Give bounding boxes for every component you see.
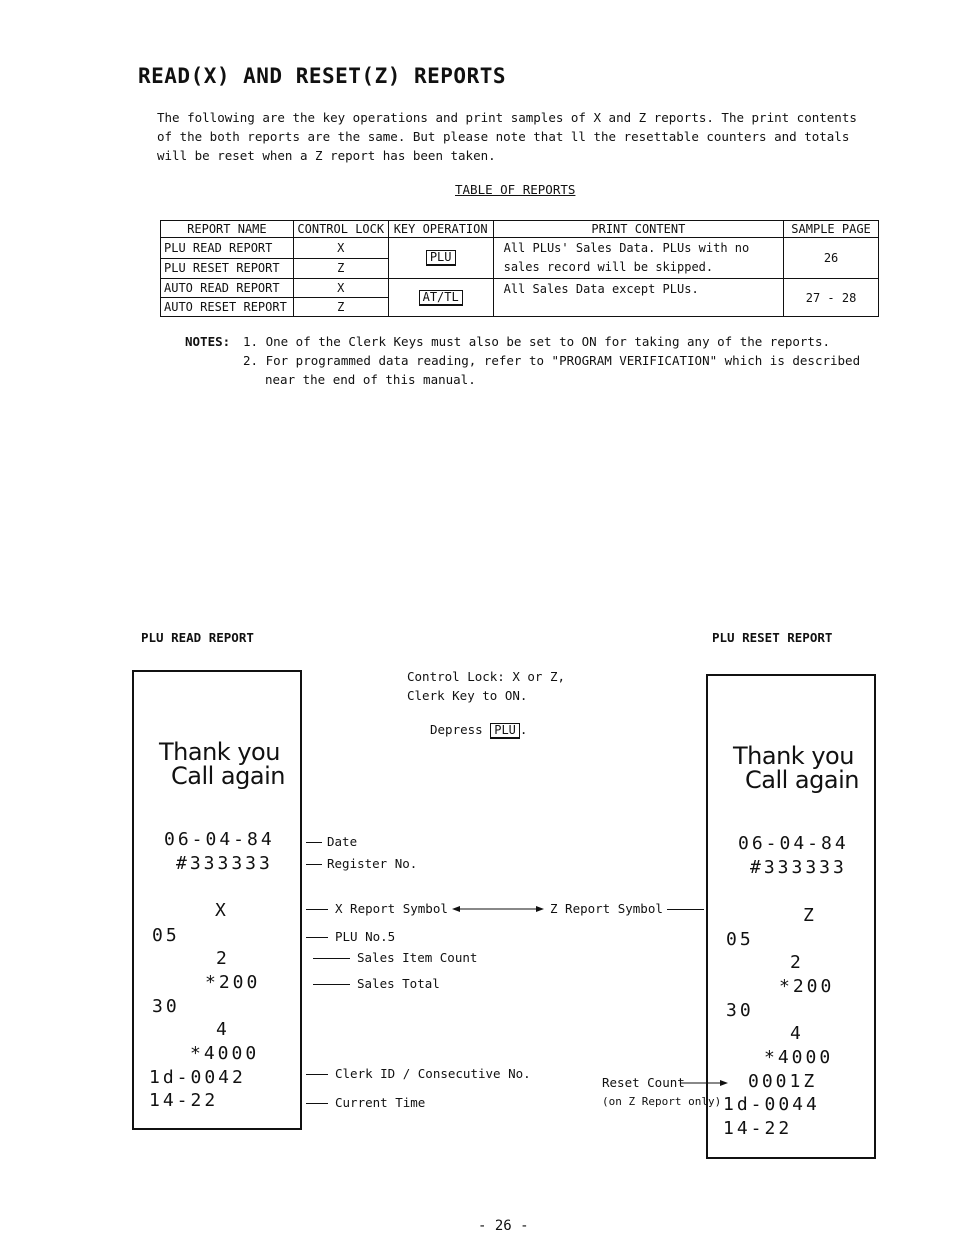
label-register: Register No. — [327, 856, 418, 871]
label-reset-count: Reset Count — [602, 1075, 685, 1090]
greeting-line: Thank you — [733, 742, 854, 770]
table-header: PRINT CONTENT — [493, 221, 783, 238]
receipt-symbol: X — [215, 900, 229, 921]
at-tl-key: AT/TL — [419, 290, 463, 306]
label-x-symbol: X Report Symbol — [335, 901, 448, 916]
control-lock: Z — [293, 298, 388, 317]
instructions — [407, 667, 565, 705]
label-date: Date — [327, 834, 358, 849]
receipt-symbol: Z — [803, 905, 817, 926]
leader-line — [306, 937, 328, 938]
plu-reset-report-title: PLU RESET REPORT — [712, 630, 833, 645]
receipt-plu: 05 — [726, 929, 754, 950]
label-time: Current Time — [335, 1095, 426, 1110]
table-header: KEY OPERATION — [388, 221, 493, 238]
sample-page: 27 - 28 — [784, 279, 879, 317]
label-clerk: Clerk ID / Consecutive No. — [335, 1066, 531, 1081]
note-item: near the end of this manual. — [265, 372, 476, 387]
intro-line: will be reset when a Z report has been taken. — [157, 148, 496, 163]
receipt-count: 4 — [790, 1023, 804, 1044]
receipt-count: 4 — [216, 1019, 230, 1040]
instruction-line: Control Lock: X or Z, — [407, 669, 566, 684]
note-item: 1. One of the Clerk Keys must also be set to ON for taking any of the reports. — [243, 334, 830, 349]
receipt-total: *4000 — [190, 1043, 260, 1064]
greeting-line: Thank you — [159, 738, 280, 766]
label-reset-note: (on Z Report only) — [602, 1095, 722, 1108]
reports-table — [160, 220, 879, 317]
report-name: PLU RESET REPORT — [161, 258, 294, 279]
leader-line — [306, 1074, 328, 1075]
receipt-total: *4000 — [764, 1047, 834, 1068]
receipt-total: *200 — [205, 972, 261, 993]
receipt-clerk: 1d-0044 — [723, 1094, 820, 1115]
plu-read-report-title: PLU READ REPORT — [141, 630, 254, 645]
print-content-line: All PLUs' Sales Data. PLUs with no — [503, 241, 750, 255]
depress-instruction — [430, 722, 527, 739]
label-item-count: Sales Item Count — [357, 950, 478, 965]
intro-line: The following are the key operations and print samples of X and Z reports. The print contents — [157, 110, 857, 125]
greeting-line: Call again — [171, 762, 285, 790]
receipt-date: 06-04-84 — [738, 833, 849, 854]
control-lock: X — [293, 238, 388, 259]
leader-line — [667, 909, 704, 910]
key-operation — [388, 238, 493, 279]
receipt-plu: 30 — [152, 996, 180, 1017]
table-header: SAMPLE PAGE — [784, 221, 879, 238]
control-lock: Z — [293, 258, 388, 279]
symbol-arrow-icon — [452, 903, 544, 915]
receipt-count: 2 — [216, 948, 230, 969]
table-row — [161, 238, 879, 259]
label-plu: PLU No.5 — [335, 929, 396, 944]
print-content — [493, 238, 783, 279]
receipt-plu: 05 — [152, 925, 180, 946]
intro-paragraph — [157, 108, 887, 165]
intro-line: of the both reports are the same. But please note that ll the resettable counters and totals — [157, 129, 850, 144]
receipt-count: 2 — [790, 952, 804, 973]
report-name: AUTO RESET REPORT — [161, 298, 294, 317]
label-z-symbol: Z Report Symbol — [550, 901, 663, 916]
instruction-line: Clerk Key to ON. — [407, 688, 528, 703]
receipt-total: *200 — [779, 976, 835, 997]
depress-text: Depress — [430, 722, 483, 737]
receipt-register: #333333 — [176, 853, 273, 874]
depress-end: . — [519, 722, 528, 737]
plu-key: PLU — [426, 250, 456, 266]
print-content: All Sales Data except PLUs. — [493, 279, 783, 317]
receipt-reset-count: 0001Z — [748, 1071, 818, 1092]
plu-read-receipt — [132, 670, 302, 1130]
key-operation — [388, 279, 493, 317]
page-title: READ(X) AND RESET(Z) REPORTS — [138, 64, 507, 88]
receipt-time: 14-22 — [723, 1118, 793, 1139]
leader-line — [306, 909, 328, 910]
plu-key: PLU — [490, 723, 520, 739]
receipt-date: 06-04-84 — [164, 829, 275, 850]
table-header: REPORT NAME — [161, 221, 294, 238]
leader-line — [306, 1103, 328, 1104]
table-header: CONTROL LOCK — [293, 221, 388, 238]
leader-line — [313, 984, 350, 985]
print-content-line: sales record will be skipped. — [503, 260, 714, 274]
receipt-register: #333333 — [750, 857, 847, 878]
table-caption: TABLE OF REPORTS — [455, 182, 576, 197]
leader-line — [306, 864, 322, 865]
receipt-plu: 30 — [726, 1000, 754, 1021]
note-item: 2. For programmed data reading, refer to "PROGRAM VERIFICATION" which is described — [243, 353, 861, 368]
leader-line — [313, 958, 350, 959]
leader-line — [306, 842, 322, 843]
table-row — [161, 279, 879, 298]
sample-page: 26 — [784, 238, 879, 279]
greeting-line: Call again — [745, 766, 859, 794]
report-name: AUTO READ REPORT — [161, 279, 294, 298]
report-name: PLU READ REPORT — [161, 238, 294, 259]
page-number: - 26 - — [478, 1218, 529, 1234]
label-sales-total: Sales Total — [357, 976, 440, 991]
table-header-row — [161, 221, 879, 238]
receipt-clerk: 1d-0042 — [149, 1067, 246, 1088]
notes-label: NOTES: — [185, 334, 231, 349]
receipt-time: 14-22 — [149, 1090, 219, 1111]
plu-reset-receipt — [706, 674, 876, 1159]
reset-arrow-icon — [680, 1077, 728, 1089]
control-lock: X — [293, 279, 388, 298]
